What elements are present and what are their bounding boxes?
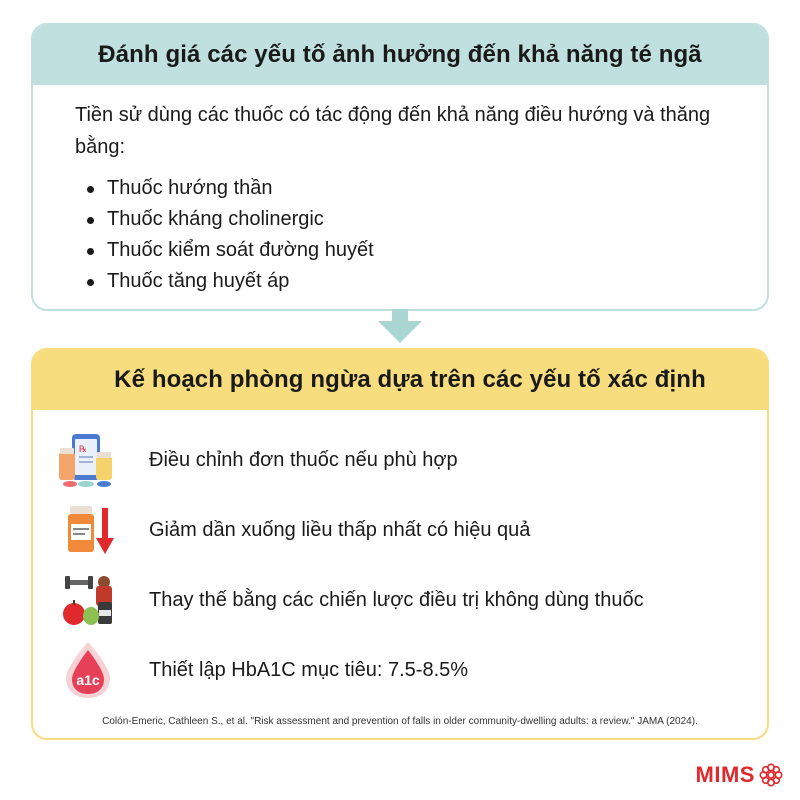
medication-list	[75, 173, 727, 297]
assessment-title: Đánh giá các yếu tố ảnh hưởng đến khả năng té ngã	[33, 25, 767, 85]
plan-item-text: Thay thế bằng các chiến lược điều trị không dùng thuốc	[149, 588, 644, 611]
logo-wordmark: MIMS	[695, 762, 755, 787]
plan-item-text: Điều chỉnh đơn thuốc nếu phù hợp	[149, 448, 458, 471]
plan-title: Kế hoạch phòng ngừa dựa trên các yếu tố xác định	[33, 350, 767, 410]
a1c-drop-icon	[53, 640, 123, 700]
plan-item	[53, 570, 644, 630]
list-item: Thuốc tăng huyết áp	[75, 266, 727, 297]
list-item: Thuốc hướng thần	[75, 173, 727, 204]
prevention-plan-card	[31, 348, 769, 740]
plan-item-text: Giảm dần xuống liều thấp nhất có hiệu quả	[149, 518, 531, 541]
list-item: Thuốc kháng cholinergic	[75, 204, 727, 235]
mims-logo	[696, 762, 783, 788]
down-arrow-icon	[376, 309, 424, 345]
plan-item-text: Thiết lập HbA1C mục tiêu: 7.5-8.5%	[149, 658, 469, 681]
list-item: Thuốc kiểm soát đường huyết	[75, 235, 727, 266]
healthy-lifestyle-icon	[53, 570, 123, 630]
plan-item	[53, 640, 468, 700]
assessment-intro: Tiền sử dùng các thuốc có tác động đến khả năng điều hướng và thăng bằng:	[75, 104, 711, 158]
assessment-card	[31, 23, 769, 311]
plan-item	[53, 430, 458, 490]
plan-item	[53, 500, 530, 560]
a1c-label: a1c	[76, 672, 100, 688]
svg-text:℞: ℞	[79, 445, 88, 455]
logo-flower-icon	[759, 763, 783, 787]
pill-bottle-down-arrow-icon	[53, 500, 123, 560]
citation: Colón-Emeric, Cathleen S., et al. "Risk assessment and prevention of falls in older community-dwelling adults: a review." JAMA (2024).	[102, 716, 698, 727]
prescription-tablet-icon	[53, 430, 123, 490]
